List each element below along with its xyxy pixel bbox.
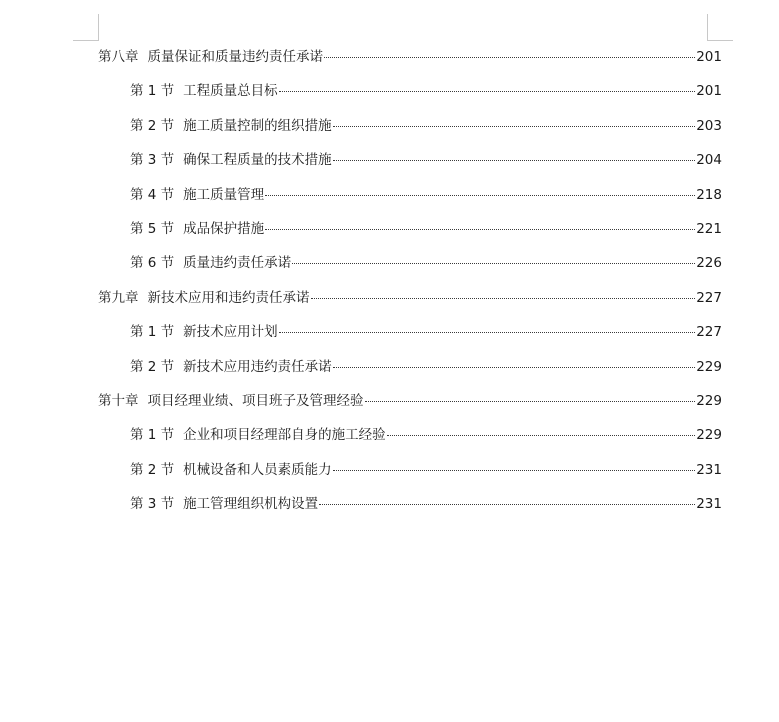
toc-entry-label — [130, 252, 291, 274]
toc-entry-label — [130, 115, 332, 137]
toc-entry-title: 确保工程质量的技术措施 — [183, 152, 332, 169]
toc-dot-leader — [333, 367, 696, 368]
toc-entry-number: 第 4 节 — [130, 186, 175, 203]
toc-entry-number: 第 2 节 — [130, 461, 175, 478]
toc-page-number: 231 — [696, 461, 722, 478]
toc-entry-label — [130, 459, 332, 481]
toc-entry-label — [130, 424, 386, 446]
toc-chapter-entry[interactable] — [98, 287, 722, 321]
toc-dot-leader — [292, 263, 695, 264]
toc-entry-title: 施工质量管理 — [183, 186, 265, 203]
toc-entry-number: 第 6 节 — [130, 255, 175, 272]
toc-entry-title: 项目经理业绩、项目班子及管理经验 — [147, 392, 364, 409]
toc-page-number: 231 — [696, 496, 722, 513]
toc-section-entry[interactable] — [98, 356, 722, 390]
crop-mark-top-left-horizontal — [73, 40, 99, 41]
toc-dot-leader — [324, 57, 695, 58]
toc-chapter-entry[interactable] — [98, 46, 722, 80]
toc-chapter-entry[interactable] — [98, 390, 722, 424]
toc-dot-leader — [333, 126, 696, 127]
toc-entry-title: 新技术应用和违约责任承诺 — [147, 289, 310, 306]
toc-section-entry[interactable] — [98, 493, 722, 527]
crop-mark-top-right-vertical — [707, 14, 708, 40]
toc-page-number: 226 — [696, 255, 722, 272]
toc-page-number: 218 — [696, 186, 722, 203]
toc-entry-number: 第 2 节 — [130, 358, 175, 375]
toc-entry-label — [130, 184, 264, 206]
toc-page-number: 204 — [696, 152, 722, 169]
toc-dot-leader — [265, 229, 695, 230]
toc-section-entry[interactable] — [98, 321, 722, 355]
toc-entry-title: 质量违约责任承诺 — [183, 255, 292, 272]
toc-dot-leader — [265, 195, 695, 196]
toc-entry-number: 第八章 — [98, 49, 139, 65]
toc-entry-title: 新技术应用违约责任承诺 — [183, 358, 332, 375]
toc-page-number: 229 — [696, 427, 722, 444]
toc-entry-number: 第 5 节 — [130, 220, 175, 237]
toc-entry-title: 施工质量控制的组织措施 — [183, 117, 332, 134]
crop-mark-top-left-vertical — [98, 14, 99, 40]
toc-entry-number: 第 2 节 — [130, 117, 175, 134]
toc-dot-leader — [319, 504, 695, 505]
toc-dot-leader — [365, 401, 696, 402]
toc-entry-title: 工程质量总目标 — [183, 83, 278, 100]
toc-section-entry[interactable] — [98, 252, 722, 286]
toc-page-number: 227 — [696, 289, 722, 306]
toc-page-number: 229 — [696, 358, 722, 375]
toc-entry-title: 成品保护措施 — [183, 220, 265, 237]
toc-entry-title: 施工管理组织机构设置 — [183, 496, 319, 513]
toc-page-number: 201 — [696, 49, 722, 65]
toc-dot-leader — [333, 160, 696, 161]
toc-section-entry[interactable] — [98, 184, 722, 218]
toc-entry-number: 第 3 节 — [130, 496, 175, 513]
toc-entry-label — [98, 46, 323, 68]
toc-section-entry[interactable] — [98, 115, 722, 149]
toc-entry-label — [130, 80, 278, 102]
toc-page-number: 227 — [696, 324, 722, 341]
toc-entry-title: 新技术应用计划 — [183, 324, 278, 341]
toc-dot-leader — [333, 470, 696, 471]
crop-mark-top-right-horizontal — [707, 40, 733, 41]
toc-page-number: 229 — [696, 392, 722, 409]
toc-entry-label — [130, 321, 278, 343]
toc-entry-number: 第九章 — [98, 289, 139, 306]
toc-page-number: 201 — [696, 83, 722, 100]
toc-section-entry[interactable] — [98, 424, 722, 458]
toc-entry-label — [98, 390, 364, 412]
toc-entry-number: 第 3 节 — [130, 152, 175, 169]
toc-entry-label — [130, 493, 318, 515]
toc-section-entry[interactable] — [98, 459, 722, 493]
toc-dot-leader — [311, 298, 696, 299]
toc-section-entry[interactable] — [98, 149, 722, 183]
toc-entry-label — [130, 218, 264, 240]
toc-entry-label — [130, 149, 332, 171]
toc-entry-label — [130, 356, 332, 378]
toc-entry-number: 第 1 节 — [130, 83, 175, 100]
toc-dot-leader — [279, 91, 696, 92]
toc-section-entry[interactable] — [98, 218, 722, 252]
toc-entry-number: 第 1 节 — [130, 324, 175, 341]
toc-entry-title: 企业和项目经理部自身的施工经验 — [183, 427, 386, 444]
toc-page-number: 203 — [696, 117, 722, 134]
toc-dot-leader — [387, 435, 696, 436]
toc-section-entry[interactable] — [98, 80, 722, 114]
toc-entry-number: 第 1 节 — [130, 427, 175, 444]
toc-entry-label — [98, 287, 310, 309]
toc-entry-title: 机械设备和人员素质能力 — [183, 461, 332, 478]
toc-dot-leader — [279, 332, 696, 333]
toc-entry-number: 第十章 — [98, 392, 139, 409]
table-of-contents — [98, 46, 722, 527]
toc-entry-title: 质量保证和质量违约责任承诺 — [147, 49, 323, 65]
toc-page-number: 221 — [696, 220, 722, 237]
